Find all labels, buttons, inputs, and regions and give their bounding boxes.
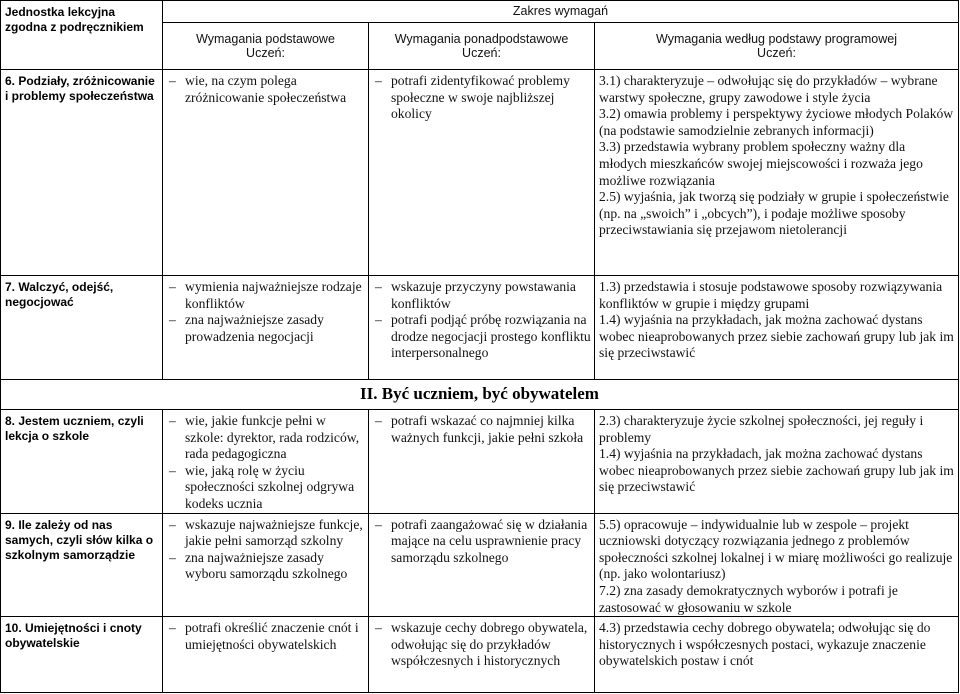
header-zakres: Zakres wymagań	[163, 1, 959, 23]
table-row	[1, 410, 959, 514]
curriculum-cell: 2.3) charakteryzuje życie szkolnej społeczności, jej reguły i problemy 1.4) wyjaśnia na przykładach, jak można zachować dystans wobec nieaprobowanych przez siebie zachowań grupy lub jak im się przeciwstawić	[595, 410, 959, 514]
unit-cell: 9. Ile zależy od nas samych, czyli słów kilka o szkolnym samorządzie	[1, 513, 163, 617]
header-curriculum: Wymagania według podstawy programowej Uczeń:	[595, 23, 959, 70]
table-row	[1, 70, 959, 276]
extended-cell: – potrafi wskazać co najmniej kilka ważnych funkcji, jakie pełni szkoła	[369, 410, 595, 514]
curriculum-cell: 3.1) charakteryzuje – odwołując się do przykładów – wybrane warstwy społeczne, grupy zawodowe i style życia 3.2) omawia problemy i perspektywy życiowe młodych Polaków (na podstawie samodzielnie zebranych informacji) 3.3) przedstawia wybrany problem społeczny ważny dla młodych mieszkańców swojej miejscowości i rozważa jego możliwe rozwiązania 2.5) wyjaśnia, jak tworzą się podziały w grupie i społeczeństwie (np. na „swoich” i „obcych”), i podaje możliwe sposoby przeciwstawiania się przejawom nietolerancji	[595, 70, 959, 276]
unit-cell: 7. Walczyć, odejść, negocjować	[1, 276, 163, 380]
header-basic: Wymagania podstawowe Uczeń:	[163, 23, 369, 70]
header-extended: Wymagania ponadpodstawowe Uczeń:	[369, 23, 595, 70]
extended-cell: – wskazuje przyczyny powstawania konfliktów – potrafi podjąć próbę rozwiązania na drodze negocjacji prostego konfliktu interpersonalnego	[369, 276, 595, 380]
unit-cell: 6. Podziały, zróżnicowanie i problemy społeczeństwa	[1, 70, 163, 276]
basic-cell: – wie, jakie funkcje pełni w szkole: dyrektor, rada rodziców, rada pedagogiczna – wie, jaką rolę w życiu społeczności szkolnej odgrywa kodeks ucznia	[163, 410, 369, 514]
extended-cell: – wskazuje cechy dobrego obywatela, odwołując się do przykładów współczesnych i historycznych	[369, 617, 595, 693]
unit-cell: 10. Umiejętności i cnoty obywatelskie	[1, 617, 163, 693]
basic-cell: – wie, na czym polega zróżnicowanie społeczeństwa	[163, 70, 369, 276]
curriculum-cell: 1.3) przedstawia i stosuje podstawowe sposoby rozwiązywania konfliktów w grupie i między grupami 1.4) wyjaśnia na przykładach, jak można zachować dystans wobec nieaprobowanych przez siebie zachowań grupy lub jak im się przeciwstawić	[595, 276, 959, 380]
table-row	[1, 276, 959, 380]
section-title: II. Być uczniem, być obywatelem	[1, 380, 959, 410]
header-unit: Jednostka lekcyjna zgodna z podręcznikiem	[1, 1, 163, 70]
basic-cell: – wskazuje najważniejsze funkcje, jakie pełni samorząd szkolny – zna najważniejsze zasady wyboru samorządu szkolnego	[163, 513, 369, 617]
extended-cell: – potrafi zaangażować się w działania mające na celu usprawnienie pracy samorządu szkolnego	[369, 513, 595, 617]
unit-cell: 8. Jestem uczniem, czyli lekcja o szkole	[1, 410, 163, 514]
basic-cell: – wymienia najważniejsze rodzaje konfliktów – zna najważniejsze zasady prowadzenia negocjacji	[163, 276, 369, 380]
basic-cell: – potrafi określić znaczenie cnót i umiejętności obywatelskich	[163, 617, 369, 693]
table-row	[1, 617, 959, 693]
table-row	[1, 513, 959, 617]
extended-cell: – potrafi zidentyfikować problemy społeczne w swoje najbliższej okolicy	[369, 70, 595, 276]
curriculum-cell: 4.3) przedstawia cechy dobrego obywatela; odwołując się do historycznych i współczesnych postaci, wykazuje znaczenie obywatelskich postaw i cnót	[595, 617, 959, 693]
curriculum-cell: 5.5) opracowuje – indywidualnie lub w zespole – projekt uczniowski dotyczący rozwiązania jednego z problemów społeczności szkolnej lokalnej i w miarę możliwości go realizuje (np. jako wolontariusz) 7.2) zna zasady demokratycznych wyborów i potrafi je zastosować w głosowaniu w szkole	[595, 513, 959, 617]
